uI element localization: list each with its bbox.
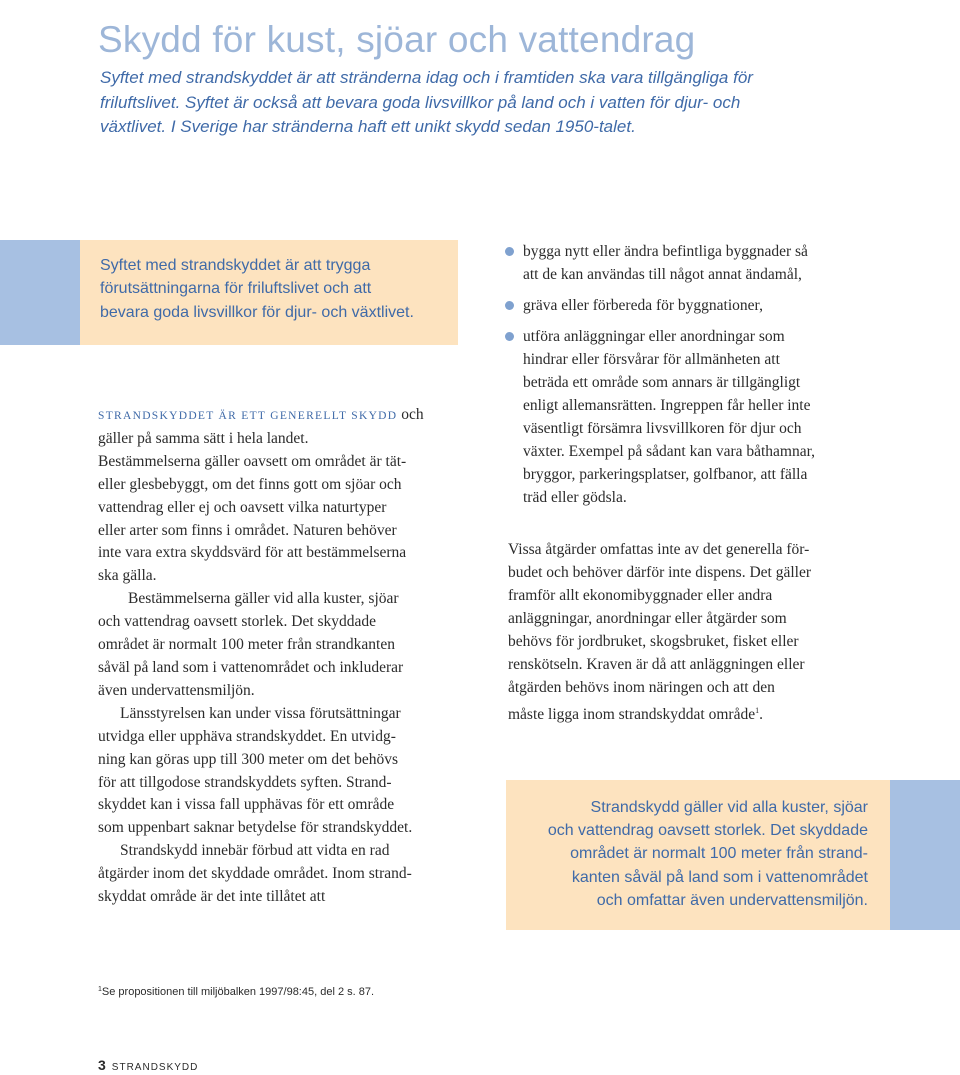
body-column-right bbox=[508, 538, 888, 726]
callout-line: Strandskydd gäller vid alla kuster, sjöar bbox=[590, 799, 868, 816]
body-line: renskötseln. Kraven är då att anläggningen eller bbox=[508, 656, 805, 673]
callout-line: området är normalt 100 meter från strand- bbox=[570, 845, 868, 863]
body-line: Bestämmelserna gäller vid alla kuster, sjöar bbox=[128, 590, 399, 608]
body-line: skyddat område är det inte tillåtet att bbox=[98, 888, 326, 906]
body-line bbox=[98, 404, 470, 428]
callout-line: och omfattar även undervattensmiljön. bbox=[596, 891, 868, 909]
callout-box-right bbox=[506, 780, 890, 930]
bullet-line: beträda ett område som annars är tillgängligt bbox=[523, 374, 801, 391]
list-item bbox=[503, 294, 903, 317]
body-line: eller glesbebyggt, om det finns gott om sjöar och bbox=[98, 475, 402, 493]
footnote-ref[interactable]: 1 bbox=[755, 706, 760, 715]
bullet-line: enligt allemansrätten. Ingreppen får heller inte bbox=[523, 397, 811, 414]
body-line: och vattendrag oavsett storlek. Det skyddade bbox=[98, 613, 377, 631]
body-line: området är normalt 100 meter från strandkanten bbox=[98, 636, 395, 654]
callout-line: förutsättningarna för friluftslivet och att bbox=[100, 280, 372, 298]
callout-line: bevara goda livsvillkor för djur- och växtlivet. bbox=[100, 303, 414, 321]
page-number: 3 bbox=[98, 1057, 106, 1073]
body-column-left bbox=[98, 404, 470, 909]
body-text: måste ligga inom strandskyddat område bbox=[508, 706, 756, 723]
body-line: ska gälla. bbox=[98, 567, 157, 585]
bullet-line: utföra anläggningar eller anordningar som bbox=[523, 328, 785, 345]
body-line: som uppenbart saknar betydelse för strandskyddet. bbox=[98, 819, 413, 837]
body-line: framför allt ekonomibyggnader eller andra bbox=[508, 587, 773, 604]
bullet-line: bygga nytt eller ändra befintliga byggnader så bbox=[523, 243, 808, 260]
callout-line: kanten såväl på land som i vattenområdet bbox=[571, 868, 868, 886]
body-line: åtgärden behövs inom näringen och att den bbox=[508, 679, 775, 696]
body-line: budet och behöver därför inte dispens. Det gäller bbox=[508, 564, 812, 581]
lead-paragraph bbox=[100, 66, 860, 140]
bullet-line: bryggor, parkeringsplatser, golfbanor, att fälla bbox=[523, 466, 808, 483]
bullet-icon bbox=[505, 301, 514, 310]
body-line: Strandskydd innebär förbud att vidta en rad bbox=[120, 842, 390, 860]
footnote bbox=[98, 986, 374, 998]
lead-line: växtlivet. I Sverige har stränderna haft ett unikt skydd sedan 1950-talet. bbox=[100, 117, 636, 137]
body-line: Länsstyrelsen kan under vissa förutsättningar bbox=[120, 704, 401, 722]
callout-box-left bbox=[80, 240, 458, 345]
body-line: utvidga eller upphäva strandskyddet. En utvidg- bbox=[98, 727, 396, 745]
body-line: ning kan göras upp till 300 meter om det behövs bbox=[98, 750, 399, 768]
bullet-line: gräva eller förbereda för byggnationer, bbox=[523, 297, 763, 314]
body-line: vattendrag eller ej och oavsett vilka naturtyper bbox=[98, 498, 387, 516]
body-line: Vissa åtgärder omfattas inte av det generella för- bbox=[508, 541, 810, 558]
footnote-text: Se propositionen till miljöbalken 1997/98:45, del 2 s. 87. bbox=[101, 986, 375, 998]
body-line: skyddet kan i vissa fall upphävas för ett område bbox=[98, 796, 395, 814]
bullet-line: att de kan användas till något annat ändamål, bbox=[523, 266, 802, 283]
body-line: för att tillgodose strandskyddets syften. Strand- bbox=[98, 773, 392, 791]
bullet-line: hindrar eller försvårar för allmänheten att bbox=[523, 351, 780, 368]
body-line: såväl på land som i vattenområdet och inkluderar bbox=[98, 658, 404, 676]
body-line: måste ligga inom strandskyddat område$^1$. bbox=[508, 706, 763, 723]
bullet-icon bbox=[505, 332, 514, 341]
page-footer bbox=[98, 1057, 198, 1075]
body-line: eller arter som finns i området. Naturen behöver bbox=[98, 521, 397, 539]
callout-line: och vattendrag oavsett storlek. Det skyddade bbox=[547, 822, 868, 840]
bullet-line: träd eller gödsla. bbox=[523, 489, 627, 506]
body-line: Bestämmelserna gäller oavsett om området är tät- bbox=[98, 452, 407, 470]
bullet-line: väsentligt försämra livsvillkoren för djur och bbox=[523, 420, 802, 437]
page-title: Skydd för kust, sjöar och vattendrag bbox=[98, 18, 696, 60]
lead-line: friluftslivet. Syftet är också att bevara goda livsvillkor på land och i vatten för djur- och bbox=[100, 92, 741, 112]
body-line: även undervattensmiljön. bbox=[98, 681, 255, 699]
body-line: anläggningar, anordningar eller åtgärder som bbox=[508, 610, 787, 627]
running-footer-label: STRANDSKYDD bbox=[111, 1062, 199, 1073]
decorative-bar-right bbox=[890, 780, 960, 930]
bullet-list bbox=[503, 240, 903, 517]
body-line: behövs för jordbruket, skogsbruket, fisket eller bbox=[508, 633, 799, 650]
lead-line: Syftet med strandskyddet är att stränderna idag och i framtiden ska vara tillgängliga för bbox=[100, 68, 753, 87]
body-line: inte vara extra skyddsvärd för att bestämmelserna bbox=[98, 544, 407, 562]
bullet-line: växter. Exempel på sådant kan vara båthamnar, bbox=[523, 443, 816, 460]
callout-line: Syftet med strandskyddet är att trygga bbox=[100, 257, 371, 274]
body-line: åtgärder inom det skyddade området. Inom strand- bbox=[98, 865, 412, 883]
bullet-icon bbox=[505, 247, 514, 256]
list-item bbox=[503, 325, 903, 509]
body-line: gäller på samma sätt i hela landet. bbox=[98, 429, 309, 447]
smallcaps-lead-in: STRANDSKYDDET ÄR ETT GENERELLT SKYDD bbox=[98, 410, 398, 422]
body-text: och bbox=[397, 406, 424, 423]
list-item bbox=[503, 240, 903, 286]
decorative-bar-left bbox=[0, 240, 80, 345]
footnote-marker: 1 bbox=[98, 986, 102, 993]
